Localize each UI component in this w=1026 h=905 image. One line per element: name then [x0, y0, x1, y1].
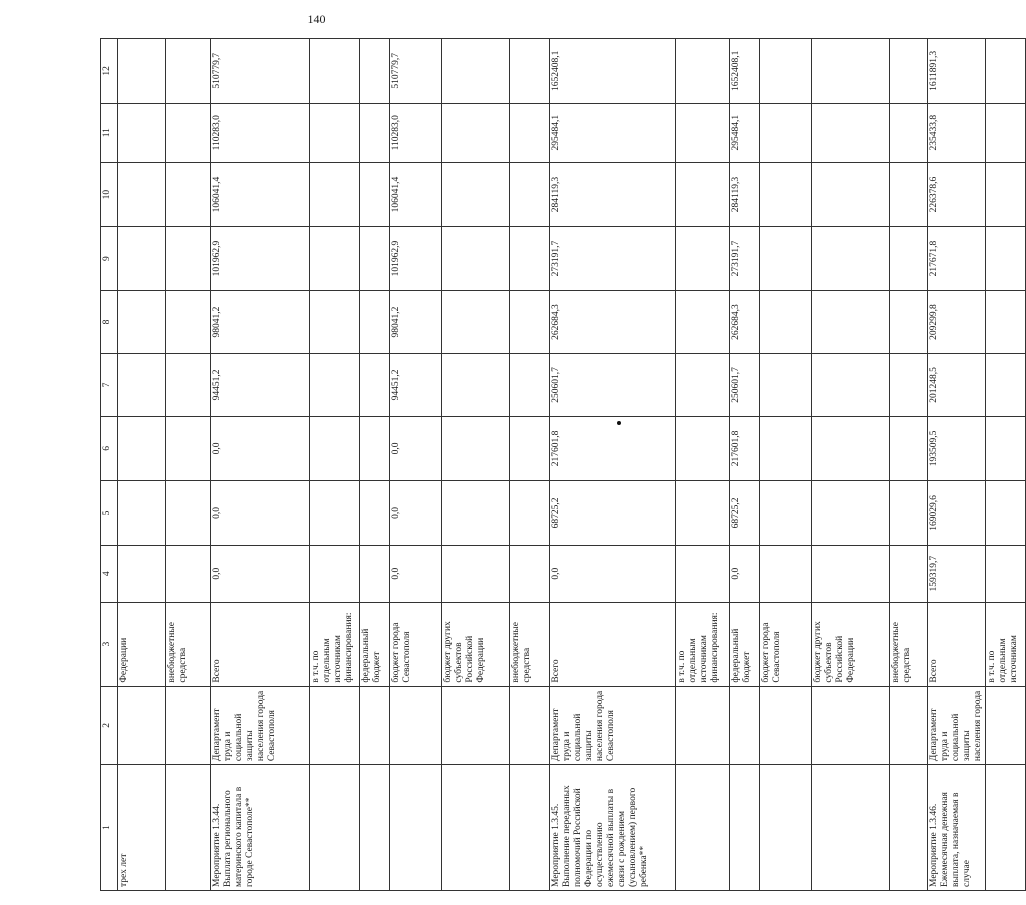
- value-cell: [166, 290, 211, 353]
- value-cell: 201248,5: [928, 354, 986, 416]
- executor-cell: [390, 686, 442, 765]
- value-cell: [166, 227, 211, 290]
- value-cell: [442, 545, 510, 602]
- source-cell: Всего: [550, 602, 676, 686]
- executor-cell: [118, 686, 166, 765]
- value-cell: [510, 354, 550, 416]
- value-cell: 68725,2: [730, 481, 760, 546]
- value-cell: [118, 227, 166, 290]
- value-cell: [986, 227, 1026, 290]
- executor-cell: Департамент труда и социальной защиты населения города: [928, 686, 986, 765]
- source-cell: федеральный бюджет: [730, 602, 760, 686]
- value-cell: [986, 354, 1026, 416]
- value-cell: 226378,6: [928, 162, 986, 227]
- value-cell: [986, 39, 1026, 104]
- activity-cell: [812, 765, 890, 891]
- page-number: 140: [307, 12, 326, 26]
- value-cell: 510779,7: [211, 39, 310, 104]
- value-cell: [812, 39, 890, 104]
- value-cell: [890, 416, 928, 481]
- source-cell: Федерации: [118, 602, 166, 686]
- value-cell: [890, 545, 928, 602]
- value-cell: 0,0: [390, 545, 442, 602]
- executor-cell: [812, 686, 890, 765]
- activity-cell: [360, 765, 390, 891]
- value-cell: 101962,9: [390, 227, 442, 290]
- value-cell: [310, 354, 360, 416]
- source-cell: Всего: [211, 602, 310, 686]
- value-cell: [166, 545, 211, 602]
- column-header: 7: [101, 354, 118, 416]
- value-cell: [360, 162, 390, 227]
- value-cell: 1652408,1: [550, 39, 676, 104]
- column-header: 10: [101, 162, 118, 227]
- value-cell: 0,0: [211, 545, 310, 602]
- value-cell: [676, 103, 730, 162]
- executor-cell: [676, 686, 730, 765]
- value-cell: [310, 545, 360, 602]
- column-header: 5: [101, 481, 118, 546]
- table-row: [390, 39, 442, 891]
- value-cell: [986, 290, 1026, 353]
- value-cell: [676, 354, 730, 416]
- value-cell: 169029,6: [928, 481, 986, 546]
- source-cell: федеральный бюджет: [360, 602, 390, 686]
- source-cell: в т.ч. по отдельным источникам финансирования:: [676, 602, 730, 686]
- value-cell: [510, 227, 550, 290]
- value-cell: [118, 290, 166, 353]
- value-cell: 68725,2: [550, 481, 676, 546]
- value-cell: [676, 39, 730, 104]
- table-row: [812, 39, 890, 891]
- value-cell: 98041,2: [390, 290, 442, 353]
- value-cell: 0,0: [211, 416, 310, 481]
- value-cell: 295484,1: [730, 103, 760, 162]
- value-cell: [118, 162, 166, 227]
- value-cell: [118, 354, 166, 416]
- value-cell: 262684,3: [730, 290, 760, 353]
- value-cell: [812, 481, 890, 546]
- value-cell: [676, 227, 730, 290]
- executor-cell: Департамент труда и социальной защиты населения города Севастополя: [211, 686, 310, 765]
- value-cell: [166, 481, 211, 546]
- activity-cell: [510, 765, 550, 891]
- value-cell: [166, 103, 211, 162]
- value-cell: [812, 416, 890, 481]
- value-cell: [118, 103, 166, 162]
- activity-cell: [676, 765, 730, 891]
- value-cell: 510779,7: [390, 39, 442, 104]
- value-cell: [118, 545, 166, 602]
- table-row: [730, 39, 760, 891]
- value-cell: [166, 416, 211, 481]
- executor-cell: [442, 686, 510, 765]
- value-cell: [760, 103, 812, 162]
- value-cell: [166, 162, 211, 227]
- table-row: [890, 39, 928, 891]
- value-cell: [812, 354, 890, 416]
- column-header: 9: [101, 227, 118, 290]
- value-cell: [760, 290, 812, 353]
- value-cell: [166, 39, 211, 104]
- column-header: 6: [101, 416, 118, 481]
- value-cell: [760, 481, 812, 546]
- activity-cell: [890, 765, 928, 891]
- table-row: [760, 39, 812, 891]
- value-cell: 0,0: [390, 481, 442, 546]
- activity-cell: [760, 765, 812, 891]
- value-cell: [442, 481, 510, 546]
- table-row: [550, 39, 676, 891]
- value-cell: 0,0: [390, 416, 442, 481]
- value-cell: [442, 103, 510, 162]
- value-cell: [890, 227, 928, 290]
- value-cell: 106041,4: [390, 162, 442, 227]
- value-cell: [510, 162, 550, 227]
- value-cell: [890, 39, 928, 104]
- value-cell: 217601,8: [730, 416, 760, 481]
- activity-cell: [986, 765, 1026, 891]
- value-cell: 159319,7: [928, 545, 986, 602]
- value-cell: [676, 416, 730, 481]
- executor-cell: [166, 686, 211, 765]
- source-cell: бюджет города Севастополя: [390, 602, 442, 686]
- value-cell: [360, 481, 390, 546]
- table-row: [986, 39, 1026, 891]
- value-cell: [442, 227, 510, 290]
- value-cell: [760, 39, 812, 104]
- value-cell: [812, 103, 890, 162]
- value-cell: [812, 162, 890, 227]
- table-row: [360, 39, 390, 891]
- value-cell: 94451,2: [390, 354, 442, 416]
- value-cell: [442, 354, 510, 416]
- value-cell: [986, 545, 1026, 602]
- value-cell: 101962,9: [211, 227, 310, 290]
- value-cell: 250601,7: [550, 354, 676, 416]
- executor-cell: [986, 686, 1026, 765]
- value-cell: 106041,4: [211, 162, 310, 227]
- executor-cell: [510, 686, 550, 765]
- value-cell: [676, 481, 730, 546]
- value-cell: [310, 227, 360, 290]
- value-cell: [510, 416, 550, 481]
- value-cell: [760, 545, 812, 602]
- value-cell: 110283,0: [211, 103, 310, 162]
- value-cell: 0,0: [730, 545, 760, 602]
- value-cell: [360, 354, 390, 416]
- value-cell: 1652408,1: [730, 39, 760, 104]
- value-cell: [676, 290, 730, 353]
- value-cell: 262684,3: [550, 290, 676, 353]
- value-cell: 98041,2: [211, 290, 310, 353]
- value-cell: [310, 162, 360, 227]
- value-cell: [676, 162, 730, 227]
- value-cell: [442, 39, 510, 104]
- value-cell: [510, 545, 550, 602]
- table-row: [442, 39, 510, 891]
- value-cell: [760, 227, 812, 290]
- value-cell: 295484,1: [550, 103, 676, 162]
- column-header: 4: [101, 545, 118, 602]
- column-header: 2: [101, 686, 118, 765]
- source-cell: бюджет города Севастополя: [760, 602, 812, 686]
- value-cell: [890, 290, 928, 353]
- table-row: [166, 39, 211, 891]
- value-cell: 217671,8: [928, 227, 986, 290]
- value-cell: [676, 545, 730, 602]
- value-cell: [442, 162, 510, 227]
- value-cell: 284119,3: [550, 162, 676, 227]
- value-cell: [310, 290, 360, 353]
- value-cell: [986, 103, 1026, 162]
- value-cell: [510, 290, 550, 353]
- value-cell: [442, 290, 510, 353]
- value-cell: 1611891,3: [928, 39, 986, 104]
- table-row: [310, 39, 360, 891]
- activity-cell: Мероприятие 1.3.44. Выплата регионального материнского капитала в городе Севастополе**: [211, 765, 310, 891]
- value-cell: [890, 481, 928, 546]
- source-cell: бюджет других субъектов Российской Федерации: [812, 602, 890, 686]
- column-header: 1: [101, 765, 118, 891]
- activity-cell: [730, 765, 760, 891]
- value-cell: [310, 103, 360, 162]
- source-cell: бюджет других субъектов Российской Федерации: [442, 602, 510, 686]
- value-cell: [812, 227, 890, 290]
- table-row: [211, 39, 310, 891]
- value-cell: 273191,7: [730, 227, 760, 290]
- column-header: 11: [101, 103, 118, 162]
- value-cell: [118, 416, 166, 481]
- value-cell: [310, 416, 360, 481]
- source-cell: внебюджетные средства: [510, 602, 550, 686]
- value-cell: [812, 545, 890, 602]
- budget-table: [100, 38, 1026, 891]
- ink-mark: [617, 421, 621, 425]
- value-cell: 110283,0: [390, 103, 442, 162]
- value-cell: [760, 354, 812, 416]
- activity-cell: [390, 765, 442, 891]
- value-cell: [360, 416, 390, 481]
- source-cell: в т.ч. по отдельным источникам: [986, 602, 1026, 686]
- value-cell: 235433,8: [928, 103, 986, 162]
- value-cell: 250601,7: [730, 354, 760, 416]
- table-row: [928, 39, 986, 891]
- value-cell: 0,0: [211, 481, 310, 546]
- value-cell: [360, 545, 390, 602]
- activity-cell: [310, 765, 360, 891]
- activity-cell: Мероприятие 1.3.46. Ежемесячная денежная выплата, назначаемая в случае: [928, 765, 986, 891]
- table-row: [510, 39, 550, 891]
- value-cell: [360, 39, 390, 104]
- column-header: 3: [101, 602, 118, 686]
- value-cell: [360, 290, 390, 353]
- value-cell: 209299,8: [928, 290, 986, 353]
- value-cell: [166, 354, 211, 416]
- value-cell: 0,0: [550, 545, 676, 602]
- executor-cell: [890, 686, 928, 765]
- table-row: [676, 39, 730, 891]
- executor-cell: [310, 686, 360, 765]
- value-cell: [890, 162, 928, 227]
- column-header: 12: [101, 39, 118, 104]
- table-row: [118, 39, 166, 891]
- value-cell: [986, 162, 1026, 227]
- source-cell: в т.ч. по отдельным источникам финансирования:: [310, 602, 360, 686]
- value-cell: [510, 103, 550, 162]
- executor-cell: [760, 686, 812, 765]
- value-cell: [510, 481, 550, 546]
- value-cell: [360, 227, 390, 290]
- executor-cell: Департамент труда и социальной защиты населения города Севастополя: [550, 686, 676, 765]
- value-cell: [118, 481, 166, 546]
- activity-cell: Мероприятие 1.3.45. Выполнение переданных полномочий Российской Федерации по осуществлению ежемесячной выплаты в связи с рождением (усыновлением) первого ребенка**: [550, 765, 676, 891]
- value-cell: [510, 39, 550, 104]
- value-cell: [310, 481, 360, 546]
- value-cell: 273191,7: [550, 227, 676, 290]
- value-cell: 217601,8: [550, 416, 676, 481]
- header-row: [101, 39, 118, 891]
- activity-cell: [166, 765, 211, 891]
- value-cell: [760, 162, 812, 227]
- activity-cell: трех лет: [118, 765, 166, 891]
- executor-cell: [730, 686, 760, 765]
- activity-cell: [442, 765, 510, 891]
- value-cell: [986, 481, 1026, 546]
- value-cell: [890, 103, 928, 162]
- value-cell: 284119,3: [730, 162, 760, 227]
- value-cell: [986, 416, 1026, 481]
- value-cell: [310, 39, 360, 104]
- value-cell: [890, 354, 928, 416]
- executor-cell: [360, 686, 390, 765]
- source-cell: внебюджетные средства: [890, 602, 928, 686]
- column-header: 8: [101, 290, 118, 353]
- value-cell: 193509,5: [928, 416, 986, 481]
- value-cell: 94451,2: [211, 354, 310, 416]
- value-cell: [118, 39, 166, 104]
- value-cell: [812, 290, 890, 353]
- rotated-budget-table: [100, 38, 1019, 891]
- value-cell: [760, 416, 812, 481]
- value-cell: [442, 416, 510, 481]
- value-cell: [360, 103, 390, 162]
- source-cell: внебюджетные средства: [166, 602, 211, 686]
- source-cell: Всего: [928, 602, 986, 686]
